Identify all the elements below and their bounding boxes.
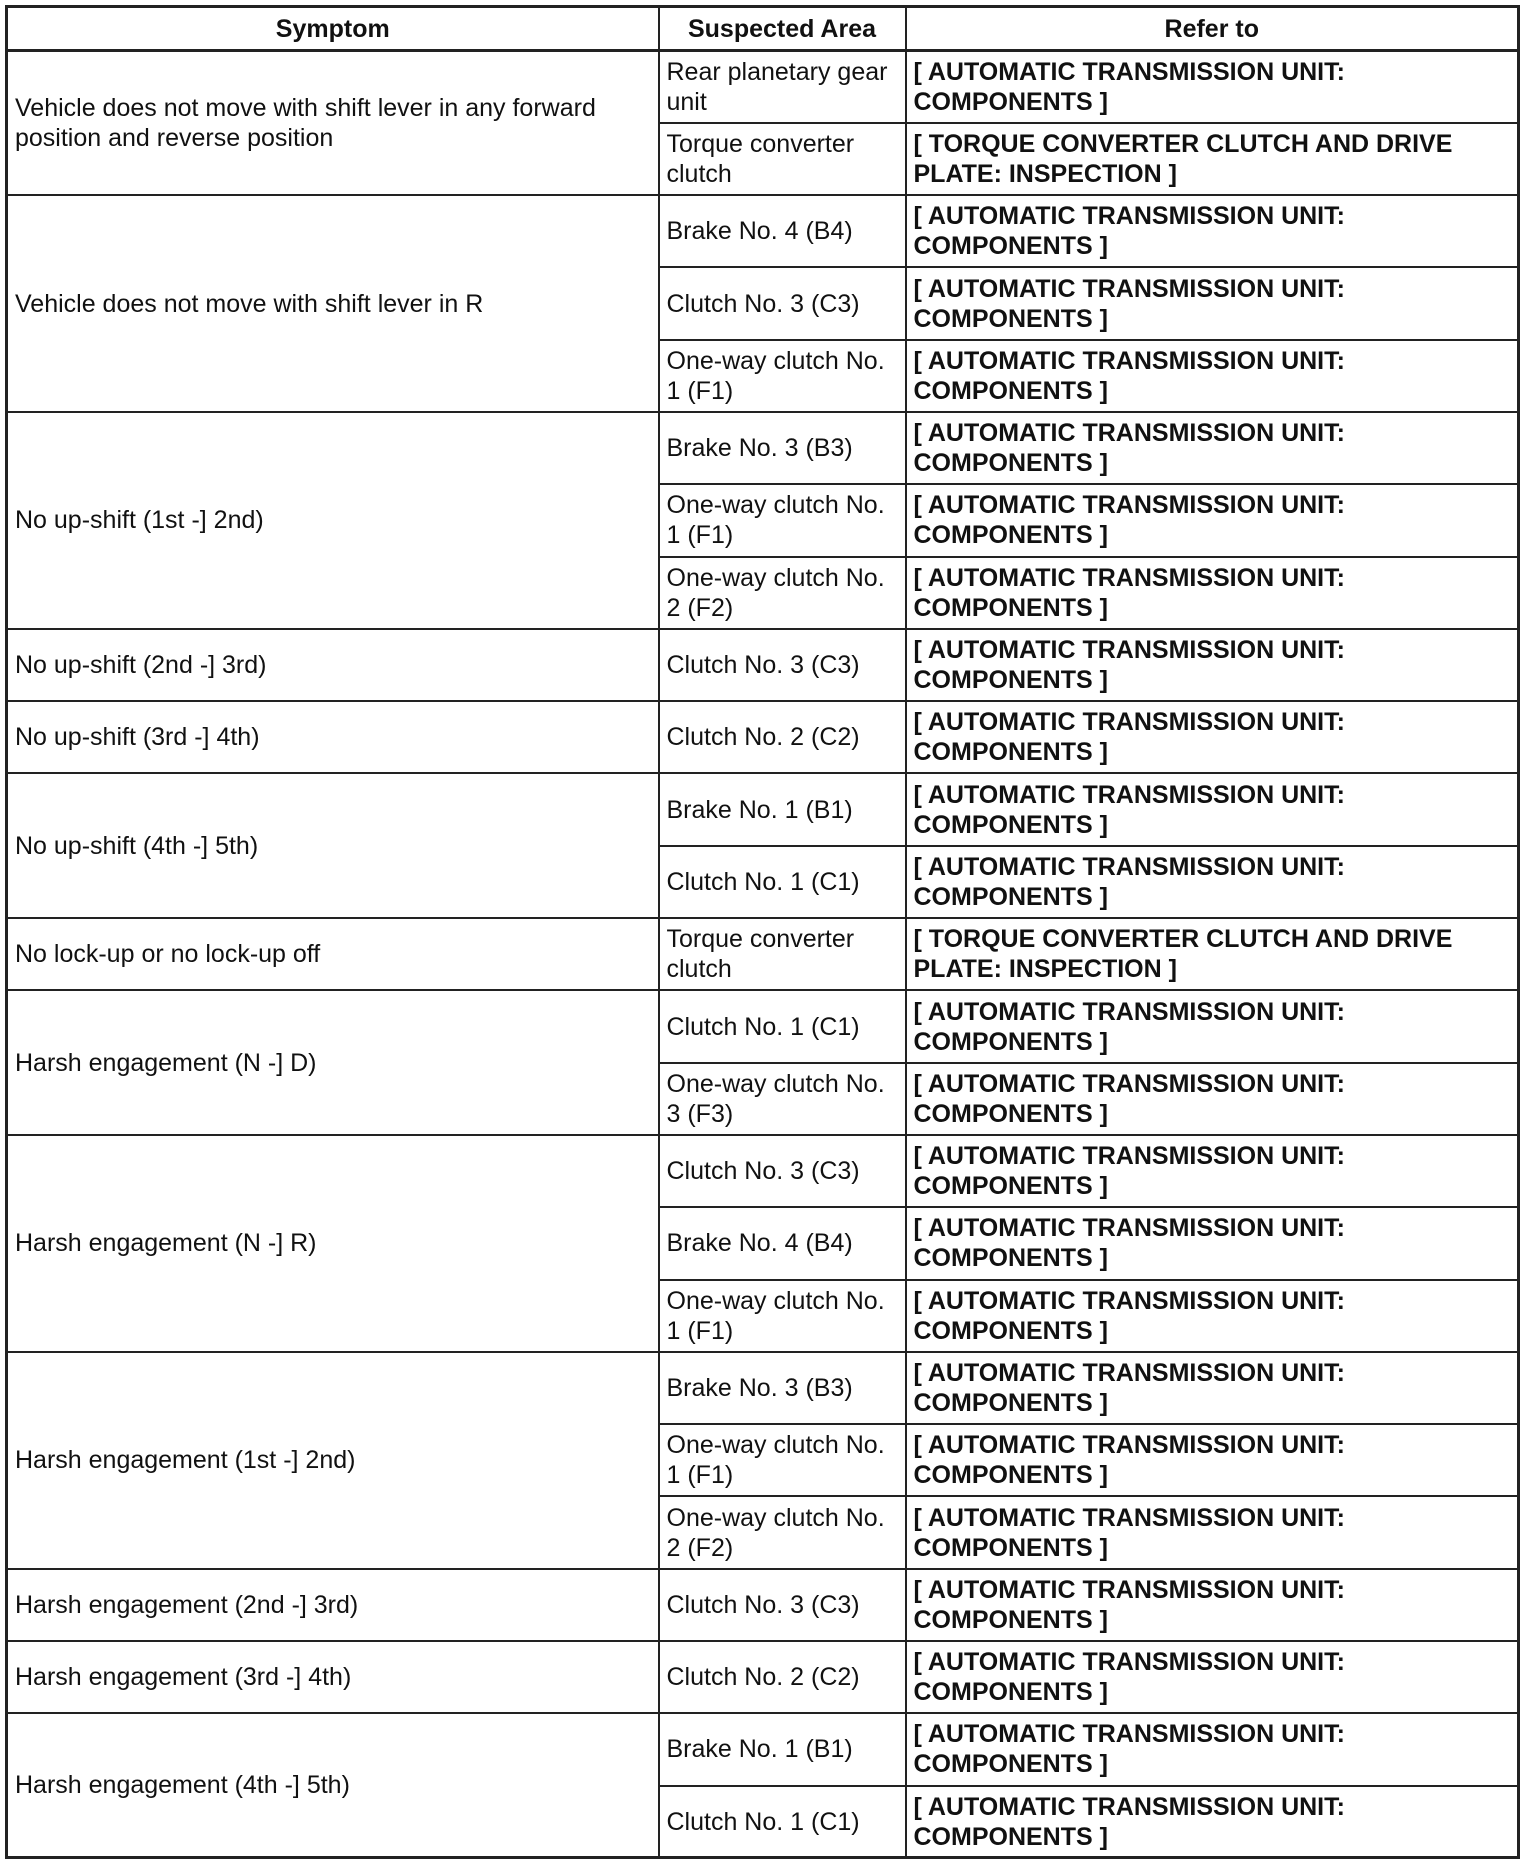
suspected-area-cell: One-way clutch No. 2 (F2): [659, 1496, 906, 1568]
symptom-cell: Harsh engagement (N -] R): [7, 1135, 659, 1352]
document-page: [5, 5, 1520, 1859]
suspected-area-cell: Clutch No. 3 (C3): [659, 1135, 906, 1207]
suspected-area-cell: Torque converter clutch: [659, 123, 906, 195]
refer-to-link[interactable]: [ AUTOMATIC TRANSMISSION UNIT: COMPONENTS ]: [906, 1641, 1519, 1713]
refer-to-link[interactable]: [ AUTOMATIC TRANSMISSION UNIT: COMPONENTS ]: [906, 557, 1519, 629]
refer-to-link[interactable]: [ AUTOMATIC TRANSMISSION UNIT: COMPONENTS ]: [906, 629, 1519, 701]
symptom-cell: No up-shift (4th -] 5th): [7, 773, 659, 918]
refer-to-link[interactable]: [ AUTOMATIC TRANSMISSION UNIT: COMPONENTS ]: [906, 846, 1519, 918]
table-row: [7, 1641, 1519, 1713]
symptom-cell: Vehicle does not move with shift lever in any forward position and reverse position: [7, 51, 659, 196]
refer-to-link[interactable]: [ AUTOMATIC TRANSMISSION UNIT: COMPONENTS ]: [906, 1063, 1519, 1135]
refer-to-link[interactable]: [ AUTOMATIC TRANSMISSION UNIT: COMPONENTS ]: [906, 267, 1519, 339]
refer-to-link[interactable]: [ AUTOMATIC TRANSMISSION UNIT: COMPONENTS ]: [906, 990, 1519, 1062]
suspected-area-cell: Brake No. 3 (B3): [659, 1352, 906, 1424]
suspected-area-cell: Clutch No. 2 (C2): [659, 701, 906, 773]
symptom-cell: Harsh engagement (N -] D): [7, 990, 659, 1135]
table-row: [7, 1569, 1519, 1641]
refer-to-link[interactable]: [ AUTOMATIC TRANSMISSION UNIT: COMPONENTS ]: [906, 1713, 1519, 1785]
table-row: [7, 412, 1519, 484]
symptom-cell: No up-shift (2nd -] 3rd): [7, 629, 659, 701]
suspected-area-cell: One-way clutch No. 3 (F3): [659, 1063, 906, 1135]
suspected-area-cell: Rear planetary gear unit: [659, 51, 906, 123]
symptom-cell: Harsh engagement (3rd -] 4th): [7, 1641, 659, 1713]
suspected-area-cell: Brake No. 4 (B4): [659, 1207, 906, 1279]
header-refer-to: Refer to: [906, 7, 1519, 51]
suspected-area-cell: One-way clutch No. 1 (F1): [659, 1424, 906, 1496]
header-row: [7, 7, 1519, 51]
table-row: [7, 1713, 1519, 1785]
refer-to-link[interactable]: [ AUTOMATIC TRANSMISSION UNIT: COMPONENTS ]: [906, 1207, 1519, 1279]
refer-to-link[interactable]: [ TORQUE CONVERTER CLUTCH AND DRIVE PLATE: INSPECTION ]: [906, 918, 1519, 990]
table-row: [7, 629, 1519, 701]
suspected-area-cell: Clutch No. 2 (C2): [659, 1641, 906, 1713]
symptom-cell: Harsh engagement (4th -] 5th): [7, 1713, 659, 1858]
table-row: [7, 1352, 1519, 1424]
suspected-area-cell: Clutch No. 3 (C3): [659, 267, 906, 339]
table-body: [7, 51, 1519, 1858]
refer-to-link[interactable]: [ AUTOMATIC TRANSMISSION UNIT: COMPONENTS ]: [906, 1786, 1519, 1858]
refer-to-link[interactable]: [ AUTOMATIC TRANSMISSION UNIT: COMPONENTS ]: [906, 1352, 1519, 1424]
refer-to-link[interactable]: [ AUTOMATIC TRANSMISSION UNIT: COMPONENTS ]: [906, 195, 1519, 267]
troubleshooting-table: [5, 5, 1520, 1859]
refer-to-link[interactable]: [ TORQUE CONVERTER CLUTCH AND DRIVE PLATE: INSPECTION ]: [906, 123, 1519, 195]
refer-to-link[interactable]: [ AUTOMATIC TRANSMISSION UNIT: COMPONENTS ]: [906, 51, 1519, 123]
refer-to-link[interactable]: [ AUTOMATIC TRANSMISSION UNIT: COMPONENTS ]: [906, 340, 1519, 412]
suspected-area-cell: One-way clutch No. 1 (F1): [659, 1280, 906, 1352]
table-row: [7, 773, 1519, 845]
refer-to-link[interactable]: [ AUTOMATIC TRANSMISSION UNIT: COMPONENTS ]: [906, 1135, 1519, 1207]
table-row: [7, 990, 1519, 1062]
suspected-area-cell: Brake No. 1 (B1): [659, 1713, 906, 1785]
symptom-cell: No up-shift (3rd -] 4th): [7, 701, 659, 773]
refer-to-link[interactable]: [ AUTOMATIC TRANSMISSION UNIT: COMPONENTS ]: [906, 1569, 1519, 1641]
refer-to-link[interactable]: [ AUTOMATIC TRANSMISSION UNIT: COMPONENTS ]: [906, 1280, 1519, 1352]
table-row: [7, 1135, 1519, 1207]
suspected-area-cell: Brake No. 1 (B1): [659, 773, 906, 845]
refer-to-link[interactable]: [ AUTOMATIC TRANSMISSION UNIT: COMPONENTS ]: [906, 484, 1519, 556]
suspected-area-cell: Torque converter clutch: [659, 918, 906, 990]
suspected-area-cell: Brake No. 3 (B3): [659, 412, 906, 484]
suspected-area-cell: Clutch No. 1 (C1): [659, 846, 906, 918]
suspected-area-cell: One-way clutch No. 1 (F1): [659, 484, 906, 556]
suspected-area-cell: Brake No. 4 (B4): [659, 195, 906, 267]
suspected-area-cell: Clutch No. 1 (C1): [659, 1786, 906, 1858]
refer-to-link[interactable]: [ AUTOMATIC TRANSMISSION UNIT: COMPONENTS ]: [906, 412, 1519, 484]
symptom-cell: Harsh engagement (1st -] 2nd): [7, 1352, 659, 1569]
suspected-area-cell: One-way clutch No. 2 (F2): [659, 557, 906, 629]
header-symptom: Symptom: [7, 7, 659, 51]
refer-to-link[interactable]: [ AUTOMATIC TRANSMISSION UNIT: COMPONENTS ]: [906, 1496, 1519, 1568]
suspected-area-cell: Clutch No. 3 (C3): [659, 629, 906, 701]
symptom-cell: No lock-up or no lock-up off: [7, 918, 659, 990]
suspected-area-cell: Clutch No. 3 (C3): [659, 1569, 906, 1641]
refer-to-link[interactable]: [ AUTOMATIC TRANSMISSION UNIT: COMPONENTS ]: [906, 1424, 1519, 1496]
header-suspected-area: Suspected Area: [659, 7, 906, 51]
table-row: [7, 701, 1519, 773]
symptom-cell: Vehicle does not move with shift lever in R: [7, 195, 659, 412]
refer-to-link[interactable]: [ AUTOMATIC TRANSMISSION UNIT: COMPONENTS ]: [906, 701, 1519, 773]
symptom-cell: Harsh engagement (2nd -] 3rd): [7, 1569, 659, 1641]
suspected-area-cell: One-way clutch No. 1 (F1): [659, 340, 906, 412]
table-row: [7, 51, 1519, 123]
symptom-cell: No up-shift (1st -] 2nd): [7, 412, 659, 629]
table-row: [7, 918, 1519, 990]
table-row: [7, 195, 1519, 267]
suspected-area-cell: Clutch No. 1 (C1): [659, 990, 906, 1062]
refer-to-link[interactable]: [ AUTOMATIC TRANSMISSION UNIT: COMPONENTS ]: [906, 773, 1519, 845]
